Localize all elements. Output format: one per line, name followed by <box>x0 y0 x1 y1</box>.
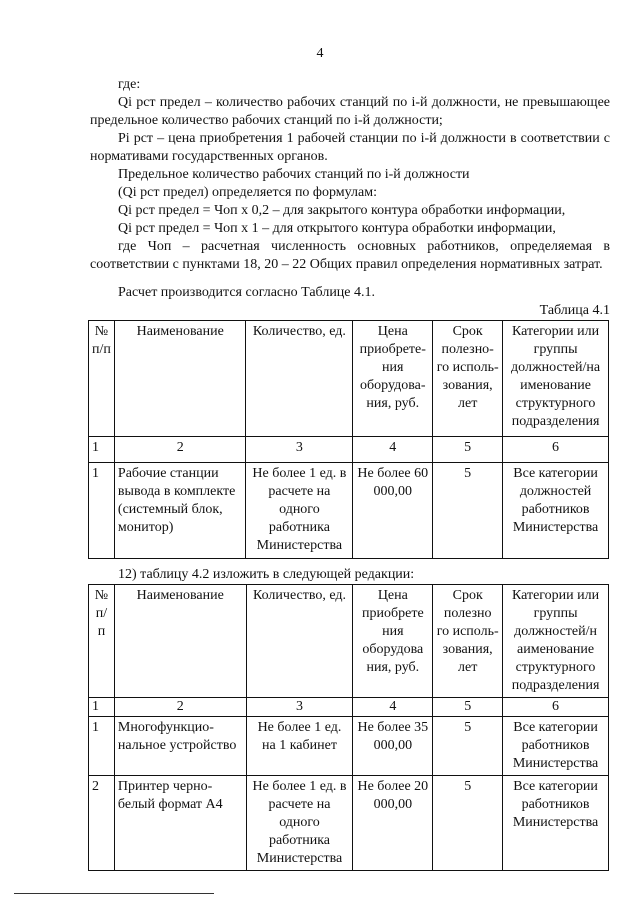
number-cell: 3 <box>246 698 353 717</box>
table-cell: Не более 35 000,00 <box>353 717 433 776</box>
table-cell: 2 <box>89 776 115 871</box>
header-cell: Срок полезно го исполь-зования, лет <box>433 585 503 698</box>
number-cell: 6 <box>503 698 609 717</box>
page-number: 4 <box>316 46 324 61</box>
number-cell: 5 <box>433 437 503 463</box>
table-cell: Все категории работников Министерства <box>503 717 609 776</box>
header-cell: Наименование <box>114 321 246 437</box>
text-formula-closed: Qi рст предел = Чоп х 0,2 – для закрытого контура обработки информации, <box>118 203 566 218</box>
table-cell: Не более 1 ед. в расчете на одного работника Министерства <box>246 776 353 871</box>
header-cell: Цена приобрете-ния оборудова-ния, руб. <box>353 321 433 437</box>
header-cell: Количество, ед. <box>246 321 353 437</box>
table-row <box>89 717 609 776</box>
number-cell: 1 <box>89 437 115 463</box>
header-cell: Наименование <box>114 585 246 698</box>
table-cell: Не более 60 000,00 <box>353 463 433 559</box>
footnote-separator <box>14 893 214 894</box>
table-cell: 5 <box>433 463 503 559</box>
number-cell: 4 <box>353 437 433 463</box>
table-cell: Все категории работников Министерства <box>503 776 609 871</box>
table-cell: Все категории должностей работников Министерства <box>503 463 609 559</box>
table-cell: 5 <box>433 717 503 776</box>
text-chop-definition: где Чоп – расчетная численность основных работников, определяемая в соответствии с пунктами 18, 20 – 22 Общих правил определения нормативных затрат. <box>90 239 610 272</box>
text-formula-open: Qi рст предел = Чоп х 1 – для открытого контура обработки информации, <box>118 221 556 236</box>
text-pi-definition: Pi рст – цена приобретения 1 рабочей станции по i-й должности в соответствии с нормативами государственных органов. <box>90 131 610 164</box>
number-cell: 6 <box>503 437 609 463</box>
header-cell: № п/ п <box>89 585 115 698</box>
table-cell: 5 <box>433 776 503 871</box>
header-cell: Количество, ед. <box>246 585 353 698</box>
number-cell: 4 <box>353 698 433 717</box>
table-cell: Не более 20 000,00 <box>353 776 433 871</box>
table-4-2 <box>88 584 609 871</box>
table-number-row <box>89 698 609 717</box>
text-where: где: <box>118 77 141 92</box>
header-cell: Цена приобрете ния оборудова ния, руб. <box>353 585 433 698</box>
text-calculation-note: Расчет производится согласно Таблице 4.1. <box>118 285 376 300</box>
table-row <box>89 776 609 871</box>
table-4-1 <box>88 320 609 559</box>
text-table-4-2-intro: 12) таблицу 4.2 изложить в следующей редакции: <box>118 567 415 582</box>
table-cell: Многофункцио-нальное устройство <box>114 717 246 776</box>
number-cell: 2 <box>114 698 246 717</box>
text-formula-intro: (Qi рст предел) определяется по формулам: <box>118 185 377 200</box>
text-qi-definition: Qi рст предел – количество рабочих станций по i-й должности, не превышающее предельное количество рабочих станций по i-й должности; <box>90 95 610 128</box>
table-row <box>89 463 609 559</box>
number-cell: 2 <box>114 437 246 463</box>
header-cell: Категории или группы должностей/на именование структурного подразделения <box>503 321 609 437</box>
table-cell: Рабочие станции вывода в комплекте (системный блок, монитор) <box>114 463 246 559</box>
table-number-row <box>89 437 609 463</box>
table-cell: 1 <box>89 717 115 776</box>
table-caption: Таблица 4.1 <box>539 303 610 318</box>
table-cell: Принтер черно-белый формат А4 <box>114 776 246 871</box>
number-cell: 5 <box>433 698 503 717</box>
header-cell: Срок полезно-го исполь-зования, лет <box>433 321 503 437</box>
table-cell: Не более 1 ед. в расчете на одного работника Министерства <box>246 463 353 559</box>
table-header-row <box>89 321 609 437</box>
text-limit-count: Предельное количество рабочих станций по i-й должности <box>118 167 470 182</box>
table-cell: Не более 1 ед. на 1 кабинет <box>246 717 353 776</box>
header-cell: Категории или группы должностей/н аименование структурного подразделения <box>503 585 609 698</box>
header-cell: № п/п <box>89 321 115 437</box>
number-cell: 1 <box>89 698 115 717</box>
number-cell: 3 <box>246 437 353 463</box>
table-cell: 1 <box>89 463 115 559</box>
table-header-row <box>89 585 609 698</box>
